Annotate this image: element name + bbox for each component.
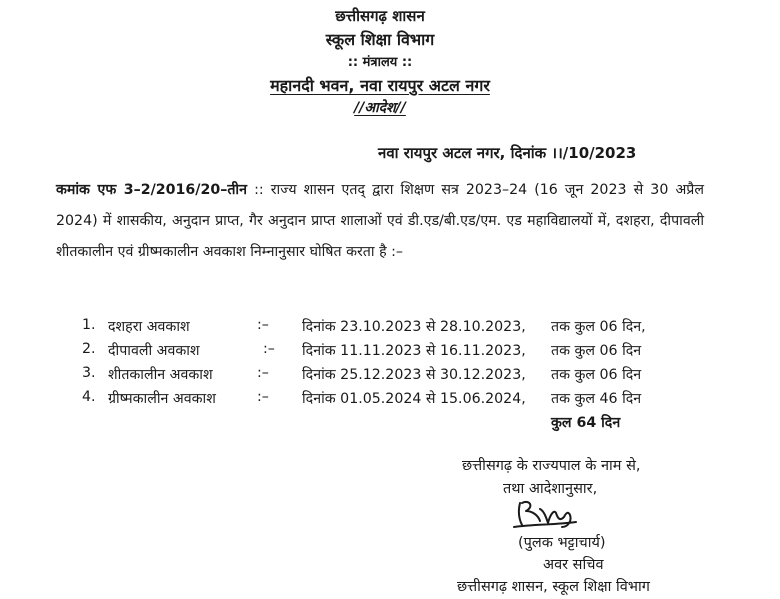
holiday-total: तक कुल 06 दिन xyxy=(551,367,642,383)
holiday-dates: दिनांक 23.10.2023 से 28.10.2023, xyxy=(302,319,526,335)
order-text: :: राज्य शासन एतद् द्वारा शिक्षण सत्र 2023–24 (16 जून 2023 से 30 अप्रैल 2024) में शासकीय, अनुदान प्राप्त, गैर अनुदान प्राप्त शालाओं एवं डी.एड/बी.एड/एम. एड महाविद्यालयों में, दशहरा, दीपावली शीतकालीन एवं ग्रीष्मकालीन अवकाश निम्नानुसार घोषित करता है :– xyxy=(56,182,704,260)
reference-number: कमांक एफ 3–2/2016/20–तीन xyxy=(56,182,247,198)
authority-line: छत्तीसगढ़ के राज्यपाल के नाम से, xyxy=(462,458,641,474)
holiday-total: तक कुल 06 दिन, xyxy=(551,319,646,335)
holiday-dates: दिनांक 25.12.2023 से 30.12.2023, xyxy=(302,367,526,383)
holiday-dates: दिनांक 11.11.2023 से 16.11.2023, xyxy=(302,343,526,359)
department-name: स्कूल शिक्षा विभाग xyxy=(325,30,435,49)
order-title: //आदेश// xyxy=(354,100,406,116)
order-paragraph xyxy=(56,175,704,268)
holiday-dates: दिनांक 01.05.2024 से 15.06.2024, xyxy=(302,391,526,407)
holiday-separator: :– xyxy=(263,341,275,357)
holiday-row xyxy=(0,389,780,411)
holiday-number: 1. xyxy=(82,317,96,333)
signatory-department: छत्तीसगढ़ शासन, स्कूल शिक्षा विभाग xyxy=(457,579,650,595)
holiday-number: 2. xyxy=(82,341,96,357)
holiday-separator: :– xyxy=(257,389,269,405)
office-address: महानदी भवन, नवा रायपुर अटल नगर xyxy=(270,76,490,95)
holiday-row xyxy=(0,365,780,387)
holiday-row xyxy=(0,317,780,339)
holiday-name: शीतकालीन अवकाश xyxy=(108,367,213,383)
ministry-label: :: मंत्रालय :: xyxy=(347,55,413,70)
grand-total: कुल 64 दिन xyxy=(551,415,621,431)
government-name: छत्तीसगढ़ शासन xyxy=(335,7,425,25)
holiday-total: तक कुल 46 दिन xyxy=(551,391,642,407)
holiday-total: तक कुल 06 दिन xyxy=(551,343,642,359)
holiday-row xyxy=(0,341,780,363)
holiday-name: ग्रीष्मकालीन अवकाश xyxy=(108,391,216,407)
order-line: तथा आदेशानुसार, xyxy=(503,481,598,497)
holiday-name: दशहरा अवकाश xyxy=(108,319,190,335)
signatory-name: (पुलक भट्टाचार्य) xyxy=(518,535,606,551)
holiday-number: 4. xyxy=(82,389,96,405)
holiday-name: दीपावली अवकाश xyxy=(108,343,200,359)
signatory-designation: अवर सचिव xyxy=(543,557,604,573)
place-date-line: नवा रायपुर अटल नगर, दिनांक ।।/10/2023 xyxy=(378,144,637,162)
holiday-separator: :– xyxy=(257,317,269,333)
holiday-separator: :– xyxy=(257,365,269,381)
handwritten-signature xyxy=(510,497,582,531)
holiday-number: 3. xyxy=(82,365,96,381)
